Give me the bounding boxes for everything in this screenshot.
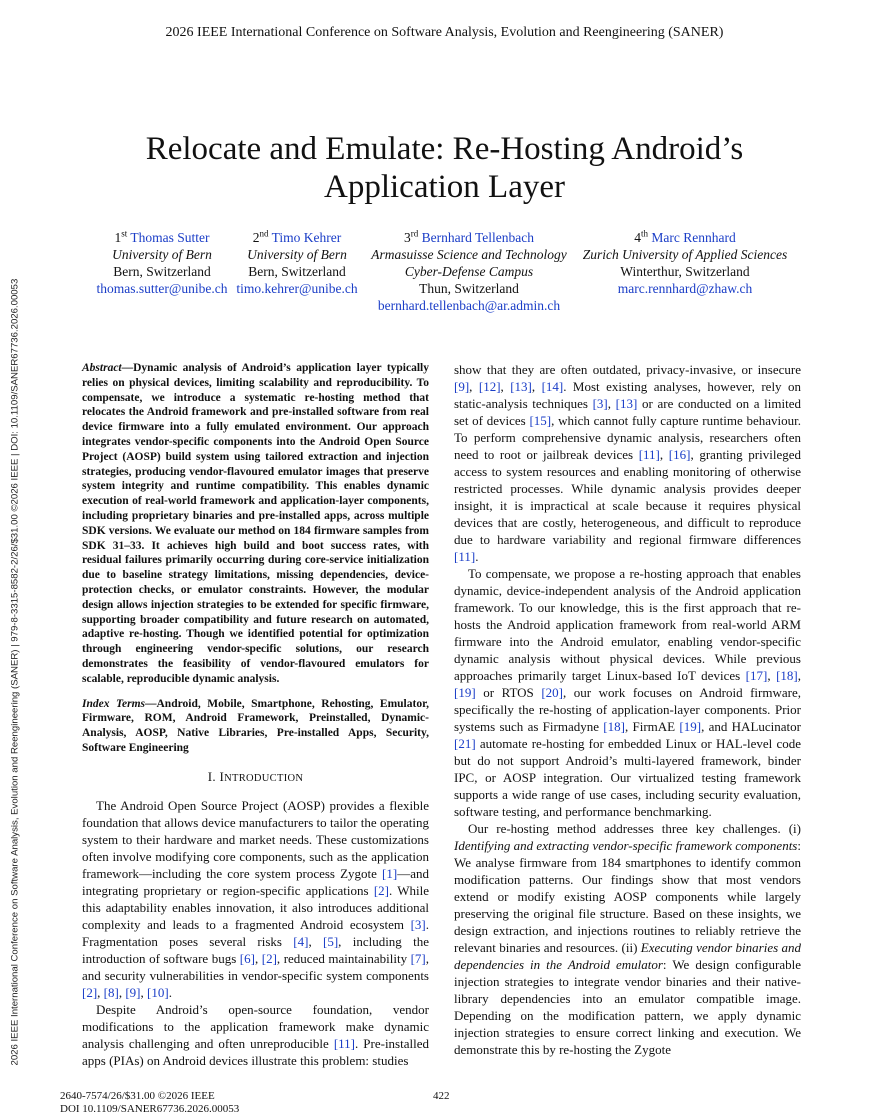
citation-link[interactable]: [11] [454, 549, 476, 564]
abstract [82, 361, 429, 687]
paragraph: Despite Android’s open-source foundation, vendor modifications to the application framework make dynamic analysis challenging and often unreproducible [11]. Pre-installed apps (PIAs) on Android devices illustrate this problem: studies [82, 1001, 429, 1068]
author-email[interactable]: marc.rennhard@zhaw.ch [617, 281, 753, 296]
citation-link[interactable]: [6] [239, 950, 255, 966]
page-number: 422 [433, 1090, 450, 1102]
citation-link[interactable]: [19] [679, 719, 702, 734]
author-name[interactable]: Thomas Sutter [130, 230, 210, 245]
title-line-1: Relocate and Emulate: Re-Hosting Android’s [145, 131, 744, 167]
author-3: 3rd Bernhard Tellenbach Armasuisse Science and Technology Cyber-Defense Campus Thun, Switzerland bernhard.tellenbach@ar.admin.ch [364, 229, 574, 314]
citation-link[interactable]: [14] [541, 379, 564, 394]
author-affiliation: University of Bern [247, 247, 347, 262]
author-name[interactable]: Timo Kehrer [271, 230, 342, 245]
index-terms-text: —Android, Mobile, Smartphone, Rehosting, Emulator, Firmware, ROM, Android Framework, Preinstalled, Dynamic-Analysis, AOSP, Native Libraries, Pre-installed Apps, Security, Software Engineering [82, 697, 429, 754]
citation-link[interactable]: [1] [382, 865, 398, 881]
paragraph: Our re-hosting method addresses three key challenges. (i) Identifying and extracting vendor-specific framework components: We analyse firmware from 184 smartphones to identify common modification patterns. Our findings show that most vendors extend or modify existing AOSP components while largely preserving the original file structure. Based on these insights, we design extraction, and injections routines to reliably retrieve the relevant binaries and resources. (ii) Executing vendor binaries and dependencies in the Android emulator: We design configurable injection strategies to integrate vendor binaries and their native-library dependencies into an emulator compatible image. Depending on the modification pattern, we apply dynamic injection strategies to ensure correct linking and execution. We demonstrate this by re-hosting the Zygote [454, 821, 801, 1057]
author-location: Thun, Switzerland [419, 281, 519, 296]
right-column [454, 361, 801, 1058]
footer-copyright: 2640-7574/26/$31.00 ©2026 IEEE DOI 10.1109/SANER67736.2026.00053 [60, 1090, 240, 1115]
section-heading: I. INTRODUCTION [207, 768, 304, 784]
citation-link[interactable]: [21] [454, 736, 476, 751]
paragraph: The Android Open Source Project (AOSP) provides a flexible foundation that allows device manufacturers to tailor the operating system to their hardware and market needs. These customizations often involve modifying core components, such as the application framework—including the core system process Zygote [1]—and integrating proprietary or region-specific applications [2]. While this adaptability enables innovation, it also introduces additional complexity and leads to a fragmented Android ecosystem [3]. Fragmentation poses several risks [4], [5], including the introduction of software bugs [6], [2], reduced maintainability [7], and security vulnerabilities in vendor-specific system components [2], [8], [9], [10]. [82, 797, 430, 1000]
citation-link[interactable]: [18] [603, 719, 625, 734]
citation-link[interactable]: [13] [510, 379, 532, 394]
index-terms-label: Index Terms [82, 697, 145, 710]
citation-link[interactable]: [2] [261, 950, 277, 966]
citation-link[interactable]: [2] [82, 984, 98, 1000]
author-name[interactable]: Marc Rennhard [651, 230, 736, 245]
author-location: Bern, Switzerland [248, 264, 346, 279]
citation-link[interactable]: [11] [638, 447, 660, 462]
citation-link[interactable]: [20] [541, 685, 563, 700]
paragraph: show that they are often outdated, privacy-invasive, or insecure [9], [12], [13], [14]. Most existing analyses, however, rely on static-analysis techniques [3], [13] or are conducted on a limited set of devices [15], which cannot fully capture runtime behaviour. To perform comprehensive dynamic analysis, researchers often need to root or jailbreak devices [11], [16], granting privileged access to system resources and enabling monitoring of otherwise restricted processes. While dynamic analysis provides deeper insight, it is impractical at scale because it requires physical devices that are costly, heterogeneous, and difficult to reproduce due to hardware variability and regional firmware differences [11]. [454, 362, 802, 564]
citation-link[interactable]: [18] [776, 668, 798, 683]
citation-link[interactable]: [3] [410, 916, 426, 932]
citation-link[interactable]: [17] [745, 668, 768, 683]
author-affiliation: Zurich University of Applied Sciences [582, 247, 788, 262]
left-column [82, 361, 429, 1069]
author-affiliation: Armasuisse Science and Technology [371, 247, 567, 262]
citation-link[interactable]: [12] [478, 379, 501, 394]
title-line-2: Application Layer [324, 169, 565, 205]
author-4: 4th Marc Rennhard Zurich University of Applied Sciences Winterthur, Switzerland marc.rennhard@zhaw.ch [576, 229, 794, 297]
abstract-text: —Dynamic analysis of Android’s application layer typically relies on physical devices, limiting scalability and reproducibility. To compensate, we introduce a systematic re-hosting method that relocates the Android framework and pre-installed software from real device firmware into a fully emulated environment. Our approach integrates vendor-specific components into the Android Open Source Project (AOSP) build system using tailored extraction and injection strategies, producing vendor-flavoured emulator images that preserve system integrity and runtime compatibility. This enables dynamic execution of real-world framework and application-layer components, including proprietary binaries and pre-installed apps, across multiple SDK versions. We evaluate our method on 184 firmware samples from SDK 31–33. It achieves high build and boot success rates, with residual failures primarily occurring during core-service initialization due to baseline strategy limitations, missing dependencies, device-protection checks, or emulator constraints. However, the modular design allows injection strategies to be extended for specific firmware, supporting broader compatibility and future research on automated, adaptive re-hosting. Though we identified potential for optimization through engineering vendor-specific solutions, our research demonstrates the feasibility of vendor-flavoured emulators for scalable, reproducible dynamic analysis. [82, 362, 429, 685]
citation-link[interactable]: [3] [592, 396, 608, 411]
abstract-label: Abstract [82, 362, 122, 374]
index-terms [82, 697, 429, 756]
author-location: Bern, Switzerland [113, 264, 211, 279]
author-email[interactable]: timo.kehrer@unibe.ch [236, 281, 358, 296]
citation-link[interactable]: [13] [615, 396, 638, 411]
citation-link[interactable]: [7] [410, 950, 426, 966]
author-2: 2nd Timo Kehrer University of Bern Bern, Switzerland timo.kehrer@unibe.ch [232, 229, 362, 297]
citation-link[interactable]: [15] [529, 413, 552, 428]
citation-link[interactable]: [10] [147, 984, 169, 1000]
author-email[interactable]: thomas.sutter@unibe.ch [96, 281, 228, 296]
citation-link[interactable]: [2] [373, 882, 389, 898]
citation-link[interactable]: [4] [293, 933, 309, 949]
author-location: Winterthur, Switzerland [620, 264, 750, 279]
citation-link[interactable]: [9] [125, 984, 141, 1000]
paragraph: To compensate, we propose a re-hosting approach that enables dynamic, device-independent analysis of the Android application framework. To our knowledge, this is the first approach that re-hosts the Android application framework from real-world ARM firmware into the Android emulator, enabling vendor-specific dynamic analysis without physical devices. While previous approaches primarily target Linux-based IoT devices [17], [18], [19] or RTOS [20], our work focuses on Android firmware, specifically the re-hosting of application-layer components. Prior systems such as Firmadyne [18], FirmAE [19], and HALucinator [21] automate re-hosting for embedded Linux or HAL-level code but do not support Android’s multi-layered framework, binder IPC, or AOSP integration. Our virtualized testing framework supports a wide range of use cases, including security evaluation, software testing, and performance benchmarking. [454, 566, 802, 819]
citation-link[interactable]: [19] [454, 685, 476, 700]
citation-link[interactable]: [5] [322, 933, 339, 949]
citation-link[interactable]: [16] [668, 447, 691, 462]
citation-link[interactable]: [9] [454, 379, 470, 394]
author-email[interactable]: bernhard.tellenbach@ar.admin.ch [377, 298, 561, 313]
author-name[interactable]: Bernhard Tellenbach [421, 230, 534, 245]
author-1: 1st Thomas Sutter University of Bern Bern, Switzerland thomas.sutter@unibe.ch [92, 229, 232, 297]
paper-title [0, 130, 889, 206]
author-affiliation: University of Bern [112, 247, 212, 262]
sidebar-doi-text: 2026 IEEE International Conference on Software Analysis, Evolution and Reengineering (SANER) | 979-8-3315-8582-2/26/$31.00 ©2026 IEEE | DOI: 10.1109/SANER67736.2026.00053 [9, 278, 21, 1066]
citation-link[interactable]: [11] [333, 1035, 356, 1051]
author-affiliation-2: Cyber-Defense Campus [404, 264, 534, 279]
conference-header: 2026 IEEE International Conference on Software Analysis, Evolution and Reengineering (SANER) [165, 25, 724, 40]
citation-link[interactable]: [8] [103, 984, 119, 1000]
